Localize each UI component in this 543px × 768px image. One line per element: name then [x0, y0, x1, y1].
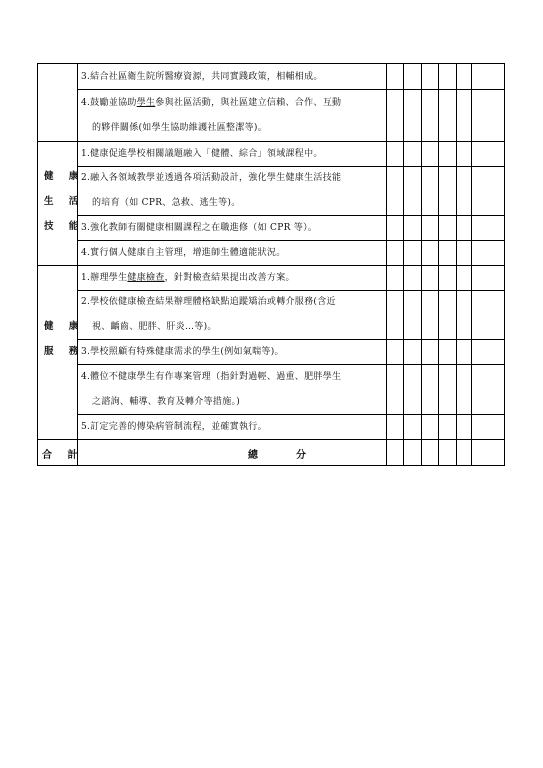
health-services-item-1 [81, 272, 295, 284]
row-divider [77, 414, 504, 415]
health-services-item-2: 2.學校依健康檢查結果辦理體格缺點追蹤矯治或轉介服務(含近 [81, 297, 336, 307]
category-label-line: 健 康 [44, 321, 85, 332]
community-item-4-line2: 的夥伴關係(如學生協助維護社區整潔等)。 [92, 123, 268, 133]
life-skills-item-1: 1.健康促進學校相關議題融入「健體、綜合」領域課程中。 [81, 149, 323, 159]
community-item-4-underlined: 學生 [136, 98, 156, 108]
row-divider [38, 439, 504, 440]
health-services-item-4: 4.體位不健康學生有作專案管理（指針對過輕、過重、肥胖學生 [81, 372, 342, 382]
health-services-item-2-line2: 視、齲齒、肥胖、肝炎…等)。 [92, 322, 217, 332]
row-divider [77, 339, 504, 340]
row-divider [77, 240, 504, 241]
category-label-line: 技 能 [44, 221, 85, 232]
community-item-4-post: 參與社區活動，與社區建立信賴、合作、互動 [155, 98, 342, 108]
category-label-line: 生 活 [44, 196, 85, 207]
life-skills-item-4: 4.實行個人健康自主管理，增進師生體適能狀況。 [81, 248, 286, 258]
health-services-item-1-underlined: 健康檢查 [127, 273, 165, 283]
total-score-label: 總 分 [248, 450, 312, 461]
health-services-item-1-pre: 1.辦理學生 [81, 273, 128, 283]
life-skills-item-2: 2.融入各領域教學並透過各項活動設計，強化學生健康生活技能 [81, 173, 342, 183]
life-skills-item-3: 3.強化教師有關健康相關課程之在職進修（如 CPR 等）。 [81, 223, 318, 233]
community-item-3: 3.結合社區衛生院所醫療資源，共同實踐政策，相輔相成。 [81, 72, 323, 82]
row-divider [77, 290, 504, 291]
row-divider [77, 364, 504, 365]
community-item-4 [81, 97, 341, 109]
row-divider [38, 141, 504, 142]
health-services-item-4-line2: 之諮詢、輔導、教育及轉介等措施。) [92, 397, 241, 407]
row-divider [77, 89, 504, 90]
row-divider [77, 215, 504, 216]
row-divider [77, 166, 504, 167]
health-services-item-3: 3.學校照顧有特殊健康需求的學生(例如氣喘等)。 [81, 347, 284, 357]
category-label-line: 健 康 [44, 171, 85, 182]
health-services-item-5: 5.訂定完善的傳染病管制流程，並確實執行。 [81, 422, 267, 432]
community-item-4-pre: 4.鼓勵並協助 [81, 98, 137, 108]
evaluation-table [37, 63, 505, 466]
life-skills-item-2-line2: 的培育（如 CPR、急救、逃生等)。 [92, 198, 241, 208]
row-divider [38, 265, 504, 266]
category-label-line: 服 務 [44, 346, 85, 357]
total-label: 合 計 [42, 450, 84, 461]
health-services-item-1-post: ，針對檢查結果提出改善方案。 [164, 273, 295, 283]
